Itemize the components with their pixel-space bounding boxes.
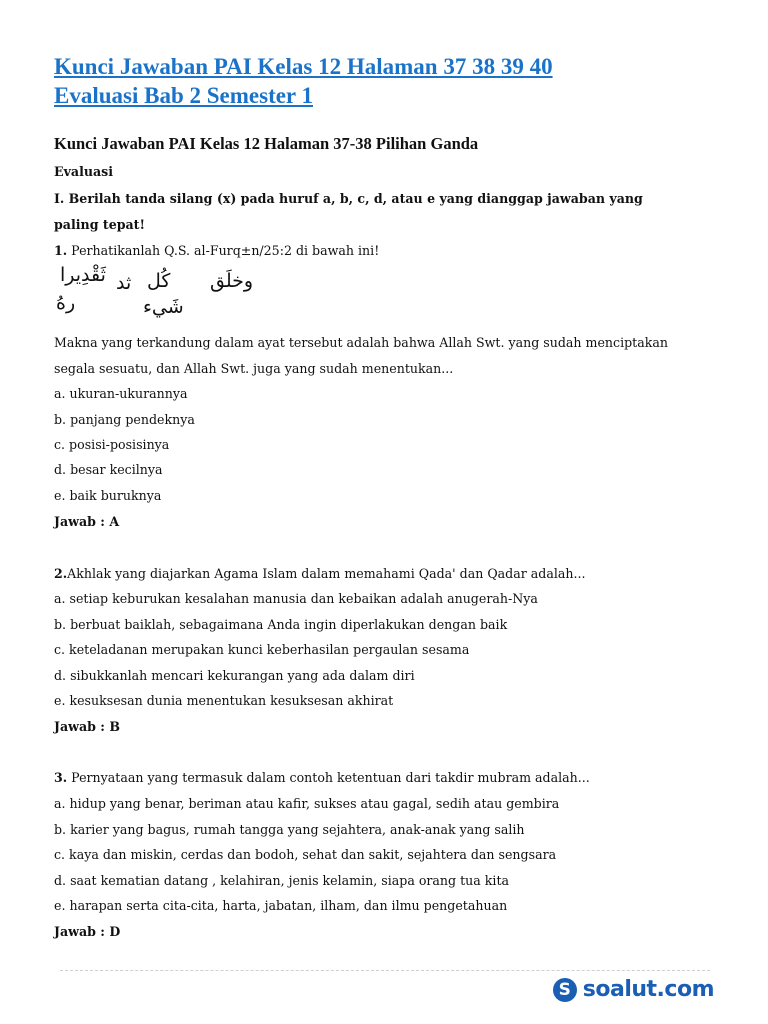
question-text: Akhlak yang diajarkan Agama Islam dalam memahami Qada' dan Qadar adalah... <box>67 566 586 581</box>
question-number: 2. <box>54 566 68 581</box>
option-c: c. posisi-posisinya <box>54 437 170 452</box>
question-1-prompt <box>54 243 379 258</box>
subheading: Kunci Jawaban PAI Kelas 12 Halaman 37-38 Pilihan Ganda <box>54 134 479 153</box>
question-2-prompt <box>54 566 586 581</box>
question-3-prompt <box>54 770 590 785</box>
section-label: Evaluasi <box>54 164 114 179</box>
option-b: b. karier yang bagus, rumah tangga yang sejahtera, anak-anak yang salih <box>54 822 525 837</box>
option-d: d. saat kematian datang , kelahiran, jenis kelamin, siapa orang tua kita <box>54 873 510 888</box>
question-1-text-line-1: Makna yang terkandung dalam ayat tersebut adalah bahwa Allah Swt. yang sudah menciptakan <box>54 335 668 350</box>
title-line-1[interactable]: Kunci Jawaban PAI Kelas 12 Halaman 37 38 39 40 <box>54 54 553 79</box>
question-number: 3. <box>54 770 68 785</box>
option-d: d. besar kecilnya <box>54 462 163 477</box>
option-d: d. sibukkanlah mencari kekurangan yang ada dalam diri <box>54 668 415 683</box>
footer-divider <box>60 970 710 971</box>
instruction-line-1: I. Berilah tanda silang (x) pada huruf a, b, c, d, atau e yang dianggap jawaban yang <box>54 191 643 206</box>
arabic-word: رهُ <box>56 292 76 314</box>
question-1-text-line-2: segala sesuatu, dan Allah Swt. juga yang sudah menentukan... <box>54 361 454 376</box>
arabic-word: كُل <box>147 270 171 292</box>
instruction-line-2: paling tepat! <box>54 217 146 232</box>
option-e: e. kesuksesan dunia menentukan kesuksesan akhirat <box>54 693 394 708</box>
answer-key: Jawab : B <box>54 719 120 734</box>
page-title[interactable] <box>54 52 734 110</box>
brand-s-icon: S <box>553 978 577 1002</box>
answer-key: Jawab : A <box>54 514 120 529</box>
option-a: a. setiap keburukan kesalahan manusia dan kebaikan adalah anugerah-Nya <box>54 591 538 606</box>
arabic-word: ثد <box>116 272 132 294</box>
option-a: a. hidup yang benar, beriman atau kafir, sukses atau gagal, sedih atau gembira <box>54 796 560 811</box>
option-e: e. baik buruknya <box>54 488 162 503</box>
option-b: b. berbuat baiklah, sebagaimana Anda ingin diperlakukan dengan baik <box>54 617 508 632</box>
question-text: Pernyataan yang termasuk dalam contoh ketentuan dari takdir mubram adalah... <box>71 770 590 785</box>
arabic-word: ثَقْدِيرا <box>60 264 106 286</box>
answer-key: Jawab : D <box>54 924 121 939</box>
arabic-word: وخلَق <box>210 270 254 292</box>
option-a: a. ukuran-ukurannya <box>54 386 188 401</box>
question-text: Perhatikanlah Q.S. al-Furq±n/25:2 di bawah ini! <box>71 243 380 258</box>
arabic-word: شَيء <box>143 296 184 318</box>
brand-name: soalut.com <box>582 977 714 1002</box>
title-line-2[interactable]: Evaluasi Bab 2 Semester 1 <box>54 83 313 108</box>
option-c: c. keteladanan merupakan kunci keberhasilan pergaulan sesama <box>54 642 470 657</box>
option-b: b. panjang pendeknya <box>54 412 195 427</box>
option-c: c. kaya dan miskin, cerdas dan bodoh, sehat dan sakit, sejahtera dan sengsara <box>54 847 557 862</box>
brand-logo[interactable] <box>553 977 714 1002</box>
option-e: e. harapan serta cita-cita, harta, jabatan, ilham, dan ilmu pengetahuan <box>54 898 508 913</box>
question-number: 1. <box>54 243 68 258</box>
